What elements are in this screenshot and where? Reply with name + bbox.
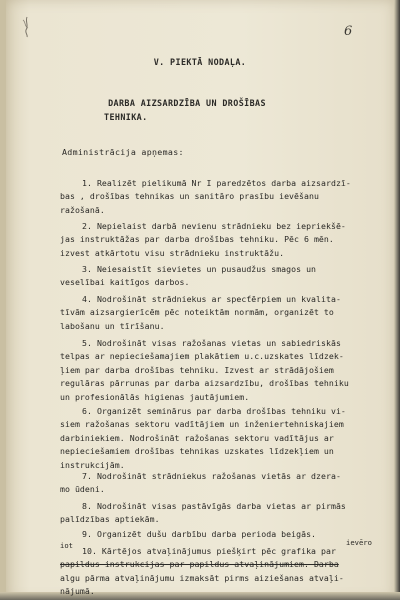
- item-line: darbiniekiem. Nodrošināt ražošanas sektoru vadītājus ar: [60, 432, 334, 443]
- list-item: [60, 293, 380, 333]
- intro-text: Administrācija apņemas:: [62, 147, 184, 157]
- item-line: 9. Organizēt dušu darbību darba perioda beigās.: [82, 529, 317, 539]
- item-line: 10. Kārtējos atvaļinājumus piešķirt pēc grafika par: [82, 546, 336, 556]
- pencil-mark-icon: [20, 16, 34, 38]
- item-line: 1. Realizēt pielikumā Nr I paredzētos darba aizsardzī-: [82, 178, 351, 188]
- item-line: siem ražošanas sektoru vadītājiem un inženiertehniskajiem: [60, 419, 344, 430]
- handwritten-insertion: ievēro: [346, 538, 372, 547]
- item-line: instrukcijām.: [60, 459, 125, 470]
- item-line: 2. Nepielaist darbā nevienu strādnieku bez iepriekšē-: [82, 221, 346, 231]
- page-right-shadow: [394, 0, 400, 600]
- list-item: [60, 177, 380, 217]
- item-line: veselībai kaitīgos darbos.: [60, 277, 190, 288]
- item-line: 8. Nodrošināt visas pastāvīgās darba vietas ar pirmās: [82, 501, 346, 511]
- item-line: un profesionālās higienas jautājumiem.: [60, 391, 250, 402]
- item-line: 6. Organizēt seminārus par darba drošības tehniku vi-: [82, 406, 346, 416]
- item-line: ražošanā.: [60, 204, 105, 215]
- item-line: nepieciešamiem drošības tehnikas uzskates līdzekļiem un: [60, 446, 334, 457]
- list-item: [60, 545, 380, 599]
- item-line: algu pārma atvaļinājumu izmaksāt pirms aiziešanas atvaļi-: [60, 572, 344, 583]
- item-line: labošanu un tīrīšanu.: [60, 320, 165, 331]
- list-item: [60, 337, 380, 404]
- item-line: 3. Neiesaistīt sievietes un pusaudžus smagos un: [82, 264, 317, 274]
- list-item: [60, 220, 380, 260]
- item-line: palīdzības aptiekām.: [60, 514, 160, 525]
- item-line: 5. Nodrošināt visas ražošanas vietas un sabiedriskās: [82, 338, 341, 348]
- item-line: 7. Nodrošināt strādniekus ražošanas vietās ar dzera-: [82, 471, 341, 481]
- page-number: 6: [344, 24, 353, 39]
- list-item: [60, 500, 380, 527]
- list-item: [60, 405, 380, 472]
- chapter-heading: V. PIEKTĀ NODAĻA.: [153, 57, 247, 67]
- item-line: mo ūdeni.: [60, 484, 105, 495]
- item-line: izvest atkārtotu visu strādnieku instruktāžu.: [60, 247, 285, 258]
- list-item: [60, 470, 380, 497]
- list-item: [60, 263, 380, 290]
- item-line-struck: papildus instrukcijas par papildus atvaļinājumiem. Darba: [60, 559, 339, 570]
- margin-insertion: iot: [60, 541, 73, 550]
- page-binding-edge: [0, 0, 6, 600]
- item-line: tīvām aizsargierīcēm pēc noteiktām normām, organizēt to: [60, 307, 334, 318]
- item-line: 4. Nodrošināt strādniekus ar specťērpiem un kvalita-: [82, 294, 341, 304]
- item-line: telpas ar nepieciešamajiem plakātiem u.c.uzskates līdzek-: [60, 351, 344, 362]
- item-line: nājumā.: [60, 586, 95, 597]
- item-line: ļiem par darba drošības tehniku. Izvest ar strādājošiem: [60, 364, 334, 375]
- item-line: jas instruktāžas par darba drošības tehniku. Pēc 6 mēn.: [60, 234, 334, 245]
- item-line: regulāras pārrunas par darba aizsardzību, drošības tehniku: [60, 378, 349, 389]
- item-line: bas , drošības tehnikas un sanitāro prasību ievēšanu: [60, 191, 319, 202]
- section-title-line2: TEHNIKA.: [104, 112, 148, 122]
- list-item: [60, 528, 380, 541]
- section-title-line1: DARBA AIZSARDZĪBA UN DROŠĪBAS: [108, 98, 266, 108]
